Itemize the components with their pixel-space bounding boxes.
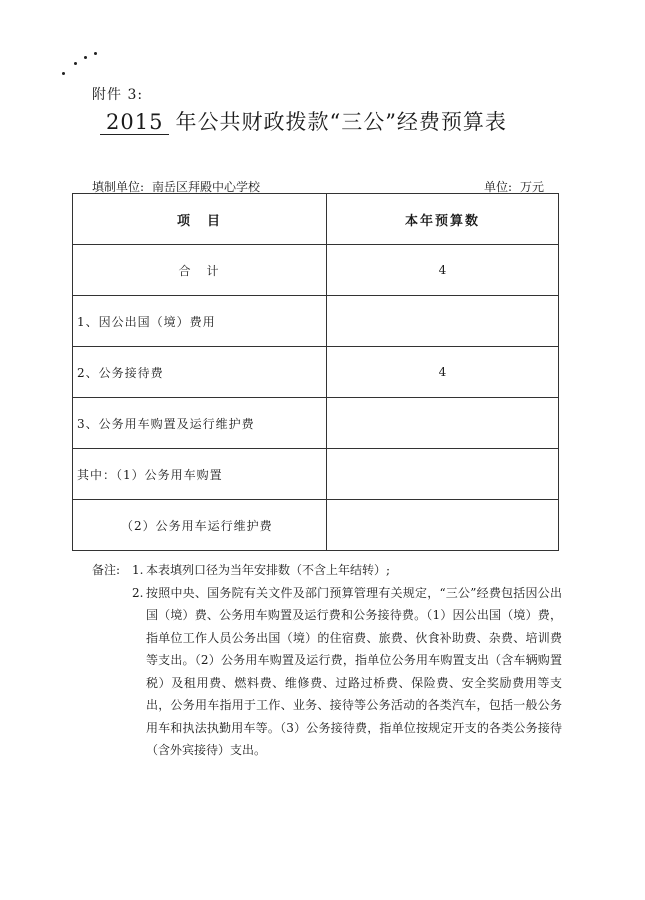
note-item — [92, 582, 562, 762]
row-label-vehicle-purchase: 其中：（1）公务用车购置 — [73, 449, 327, 500]
table-row — [73, 347, 559, 398]
notes — [92, 559, 562, 762]
row-value-overseas — [327, 296, 559, 347]
row-label-overseas: 1、因公出国（境）费用 — [73, 296, 327, 347]
budget-table — [72, 193, 559, 551]
row-value-vehicles — [327, 398, 559, 449]
reporting-unit-name: 南岳区拜殿中心学校 — [152, 180, 261, 194]
note-item — [92, 559, 562, 582]
row-value-reception: 4 — [327, 347, 559, 398]
page-title — [100, 106, 507, 136]
title-year: 2015 — [100, 110, 169, 135]
attachment-label: 附件 3: — [92, 87, 144, 103]
table-row — [73, 398, 559, 449]
note-text: 按照中央、国务院有关文件及部门预算管理有关规定，“三公”经费包括因公出国（境）费、公务用车购置及运行费和公务接待费。（1）因公出国（境）费，指单位工作人员公务出国（境）的住宿费、旅费、伙食补助费、杂费、培训费等支出。（2）公务用车购置及运行费，指单位公务用车购置支出（含车辆购置税）及租用费、燃料费、维修费、过路过桥费、保险费、安全奖励费用等支出，公务用车指用于工作、业务、接待等公务活动的各类汽车，包括一般公务用车和执法执勤用车等。（3）公务接待费，指单位按规定开支的各类公务接待（含外宾接待）支出。 — [146, 585, 562, 757]
currency-unit-label: 单位: — [483, 180, 512, 194]
currency-unit-value: 万元 — [519, 180, 544, 194]
note-number: 1. — [132, 563, 144, 577]
row-label-reception: 2、公务接待费 — [73, 347, 327, 398]
header-budget: 本年预算数 — [327, 194, 559, 245]
reporting-unit-label: 填制单位: — [92, 180, 145, 194]
table-row — [73, 296, 559, 347]
notes-heading: 备注: — [92, 563, 121, 577]
note-text: 本表填列口径为当年安排数（不含上年结转）; — [146, 563, 391, 577]
table-header-row — [73, 194, 559, 245]
table-row — [73, 500, 559, 551]
title-text: 年公共财政拨款“三公”经费预算表 — [175, 110, 507, 134]
row-value-vehicle-maintenance — [327, 500, 559, 551]
row-label-vehicles: 3、公务用车购置及运行维护费 — [73, 398, 327, 449]
row-value-vehicle-purchase — [327, 449, 559, 500]
note-number: 2. — [132, 585, 144, 600]
table-row — [73, 245, 559, 296]
row-label-total: 合 计 — [73, 245, 327, 296]
table-row — [73, 449, 559, 500]
header-item: 项 目 — [73, 194, 327, 245]
row-value-total: 4 — [327, 245, 559, 296]
row-label-vehicle-maintenance: （2）公务用车运行维护费 — [73, 500, 327, 551]
